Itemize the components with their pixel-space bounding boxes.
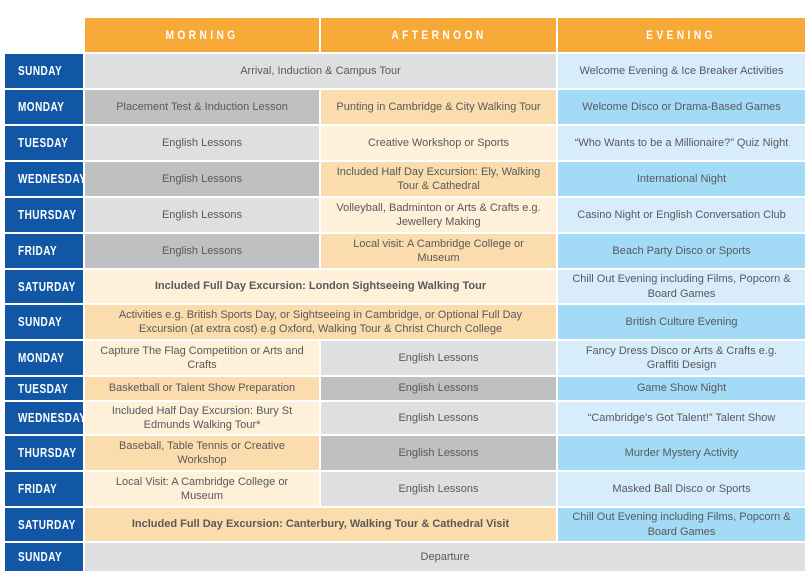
schedule-cell-text: Chill Out Evening including Films, Popcorn & Board Games	[572, 273, 791, 300]
day-label: THURSDAY	[18, 208, 77, 222]
schedule-cell	[321, 472, 556, 506]
schedule-cell	[85, 198, 319, 232]
schedule-cell-text: “Cambridge's Got Talent!” Talent Show	[587, 411, 776, 424]
schedule-cell-text: English Lessons	[398, 351, 479, 364]
schedule-cell	[85, 436, 319, 470]
day-label: SUNDAY	[18, 64, 63, 78]
column-header-evening	[558, 18, 805, 52]
day-label-cell	[5, 90, 83, 124]
schedule-cell-text: Included Half Day Excursion: Ely, Walking Tour & Cathedral	[336, 165, 541, 192]
day-label: FRIDAY	[18, 244, 58, 258]
schedule-cell	[85, 508, 556, 541]
schedule-cell	[558, 305, 805, 339]
schedule-cell	[321, 198, 556, 232]
schedule-cell	[321, 341, 556, 375]
schedule-cell	[85, 270, 556, 303]
schedule-cell-text: Chill Out Evening including Films, Popcorn & Board Games	[572, 511, 791, 538]
column-header-label: MORNING	[165, 28, 239, 42]
schedule-cell	[558, 126, 805, 160]
schedule-cell	[85, 377, 319, 400]
schedule-cell-text: Game Show Night	[636, 382, 727, 395]
day-label-cell	[5, 377, 83, 400]
schedule-cell	[321, 234, 556, 268]
schedule-cell-text: English Lessons	[398, 382, 479, 395]
schedule-cell-text: Baseball, Table Tennis or Creative Workshop	[119, 439, 285, 466]
schedule-cell-text: Welcome Disco or Drama-Based Games	[582, 100, 781, 113]
day-label: SATURDAY	[18, 279, 76, 294]
schedule-cell	[85, 472, 319, 506]
day-label: MONDAY	[18, 100, 65, 114]
day-label-cell	[5, 305, 83, 339]
schedule-cell-text: Capture The Flag Competition or Arts and Crafts	[100, 344, 304, 371]
schedule-cell	[85, 543, 805, 571]
schedule-cell	[558, 508, 805, 541]
schedule-cell	[321, 162, 556, 196]
day-label: SATURDAY	[18, 517, 76, 532]
schedule-cell-text: Included Full Day Excursion: London Sightseeing Walking Tour	[154, 280, 487, 293]
day-label: WEDNESDAY	[18, 172, 87, 186]
schedule-cell-text: Local Visit: A Cambridge College or Museum	[115, 475, 289, 502]
schedule-cell	[85, 341, 319, 375]
column-header-label: EVENING	[646, 28, 717, 42]
schedule-cell	[85, 90, 319, 124]
schedule-cell	[321, 377, 556, 400]
schedule-cell	[85, 305, 556, 339]
schedule-cell-text: “Who Wants to be a Millionaire?” Quiz Night	[574, 136, 789, 149]
column-header-afternoon	[321, 18, 556, 52]
day-label-cell	[5, 198, 83, 232]
schedule-cell	[85, 402, 319, 434]
schedule-cell	[321, 126, 556, 160]
column-header-label: AFTERNOON	[390, 28, 487, 42]
schedule-cell-text: Placement Test & Induction Lesson	[116, 100, 288, 113]
schedule-cell	[85, 54, 556, 88]
schedule-cell-text: Fancy Dress Disco or Arts & Crafts e.g. Graffiti Design	[585, 344, 778, 371]
timetable	[5, 18, 805, 571]
schedule-cell	[558, 234, 805, 268]
schedule-cell	[85, 126, 319, 160]
schedule-cell-text: English Lessons	[161, 244, 243, 257]
schedule-cell	[558, 472, 805, 506]
schedule-cell	[321, 402, 556, 434]
schedule-cell	[558, 377, 805, 400]
schedule-cell-text: Welcome Evening & Ice Breaker Activities	[579, 64, 784, 77]
schedule-cell-text: Masked Ball Disco or Sports	[612, 482, 751, 495]
day-label: WEDNESDAY	[18, 411, 87, 425]
schedule-cell-text: English Lessons	[161, 172, 243, 185]
day-label-cell	[5, 436, 83, 470]
schedule-cell-text: Murder Mystery Activity	[624, 446, 739, 459]
day-label-cell	[5, 402, 87, 434]
schedule-cell-text: Basketball or Talent Show Preparation	[108, 382, 296, 395]
schedule-cell	[321, 436, 556, 470]
column-header-morning	[85, 18, 319, 52]
schedule-cell	[558, 270, 805, 303]
day-label: THURSDAY	[18, 446, 77, 460]
schedule-cell	[85, 234, 319, 268]
schedule-cell	[558, 162, 805, 196]
day-label: SUNDAY	[18, 315, 63, 329]
schedule-cell-text: Creative Workshop or Sports	[367, 136, 510, 149]
schedule-cell-text: Volleyball, Badminton or Arts & Crafts e.g. Jewellery Making	[336, 201, 541, 228]
schedule-cell-text: British Culture Evening	[625, 315, 738, 328]
schedule-cell-text: Beach Party Disco or Sports	[612, 244, 751, 257]
schedule-cell	[85, 162, 319, 196]
schedule-cell-text: Included Half Day Excursion: Bury St Edmunds Walking Tour*	[111, 404, 293, 431]
day-label-cell	[5, 508, 83, 541]
day-label-cell	[5, 162, 87, 196]
schedule-cell	[558, 90, 805, 124]
schedule-cell	[558, 54, 805, 88]
day-label: FRIDAY	[18, 482, 58, 496]
day-label-cell	[5, 472, 83, 506]
schedule-cell-text: English Lessons	[161, 136, 243, 149]
header-corner-cell	[5, 18, 83, 52]
schedule-cell-text: English Lessons	[398, 482, 479, 495]
day-label: TUESDAY	[18, 381, 69, 396]
day-label-cell	[5, 341, 83, 375]
schedule-cell-text: Local visit: A Cambridge College or Museum	[353, 237, 524, 264]
day-label-cell	[5, 543, 83, 571]
day-label: MONDAY	[18, 351, 65, 365]
schedule-cell-text: Punting in Cambridge & City Walking Tour	[336, 100, 541, 113]
schedule-cell	[321, 90, 556, 124]
schedule-cell	[558, 436, 805, 470]
day-label-cell	[5, 54, 83, 88]
schedule-cell-text: English Lessons	[398, 446, 479, 459]
day-label-cell	[5, 234, 83, 268]
schedule-cell-text: Activities e.g. British Sports Day, or Sightseeing in Cambridge, or Optional Full Day Excursion (at extra cost) e.g Oxford, Walking Tour & Christ Church College	[118, 308, 523, 335]
schedule-cell-text: English Lessons	[398, 411, 479, 424]
schedule-cell-text: Included Full Day Excursion: Canterbury, Walking Tour & Cathedral Visit	[131, 518, 510, 531]
schedule-cell	[558, 341, 805, 375]
schedule-cell-text: English Lessons	[161, 208, 243, 221]
schedule-cell-text: Departure	[420, 550, 470, 563]
day-label-cell	[5, 126, 83, 160]
schedule-cell	[558, 402, 805, 434]
schedule-cell-text: International Night	[636, 172, 727, 185]
day-label-cell	[5, 270, 83, 303]
schedule-cell-text: Casino Night or English Conversation Club	[577, 208, 786, 221]
schedule-cell	[558, 198, 805, 232]
schedule-cell-text: Arrival, Induction & Campus Tour	[240, 64, 401, 77]
day-label: SUNDAY	[18, 550, 63, 564]
day-label: TUESDAY	[18, 136, 69, 150]
